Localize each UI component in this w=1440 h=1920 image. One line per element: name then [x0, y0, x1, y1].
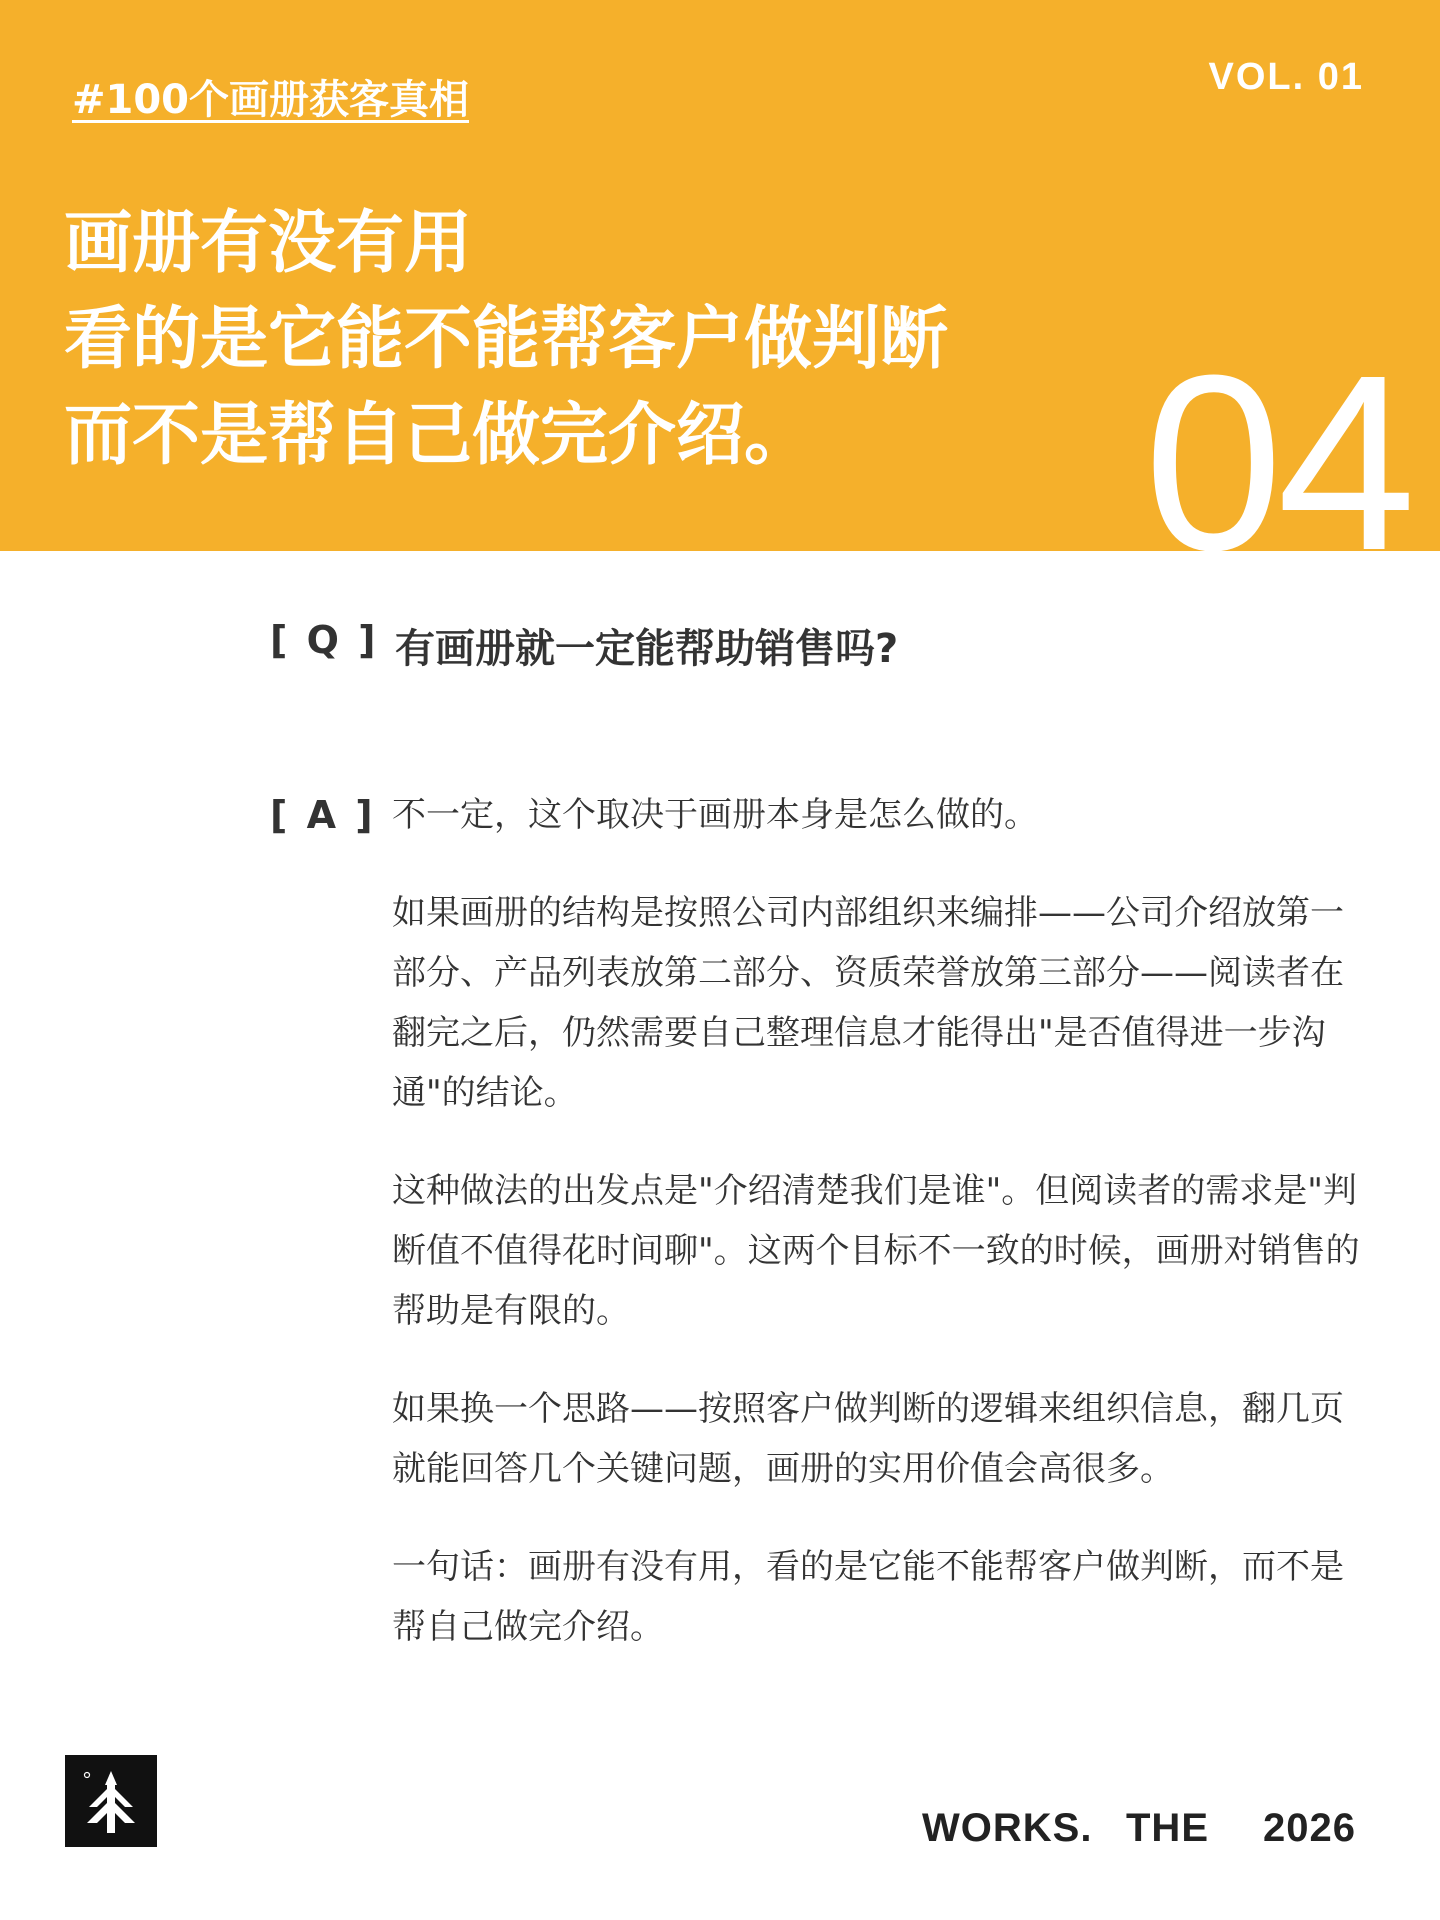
series-tag[interactable]: #100个画册获客真相: [72, 77, 470, 123]
answer-paragraph-5: 一句话：画册有没有用，看的是它能不能帮客户做判断，而不是帮自己做完介绍。: [392, 1547, 1344, 1647]
answer-paragraph-2: 如果画册的结构是按照公司内部组织来编排——公司介绍放第一部分、产品列表放第二部分、资质荣誉放第三部分——阅读者在翻完之后，仍然需要自己整理信息才能得出"是否值得进一步沟通"的结论。: [392, 893, 1344, 1113]
question-label: [ Q ]: [270, 618, 379, 662]
answer-paragraph-3: 这种做法的出发点是"介绍清楚我们是谁"。但阅读者的需求是"判断值不值得花时间聊"。这两个目标不一致的时候，画册对销售的帮助是有限的。: [392, 1171, 1360, 1331]
answer-paragraph-4: 如果换一个思路——按照客户做判断的逻辑来组织信息，翻几页就能回答几个关键问题，画册的实用价值会高很多。: [392, 1389, 1344, 1489]
footer-year: 2026: [1263, 1806, 1356, 1850]
page-title: [64, 196, 1044, 484]
issue-number: 04: [1143, 323, 1410, 551]
title-line-1: 画册有没有用: [64, 204, 473, 283]
title-line-2: 看的是它能不能帮客户做判断: [64, 300, 949, 379]
answer-paragraph-1: 不一定，这个取决于画册本身是怎么做的。: [392, 795, 1038, 835]
question-text: 有画册就一定能帮助销售吗?: [395, 626, 899, 672]
header-banner: [0, 0, 1440, 551]
footer-the: THE: [1126, 1806, 1209, 1850]
volume-label: VOL. 01: [1208, 56, 1364, 98]
title-line-3: 而不是帮自己做完介绍。: [64, 396, 813, 475]
answer-body: [392, 785, 1367, 1695]
footer-works: WORKS.: [922, 1806, 1093, 1850]
answer-label: [ A ]: [270, 793, 376, 837]
brand-logo: [65, 1755, 157, 1847]
tree-icon: [65, 1755, 157, 1847]
